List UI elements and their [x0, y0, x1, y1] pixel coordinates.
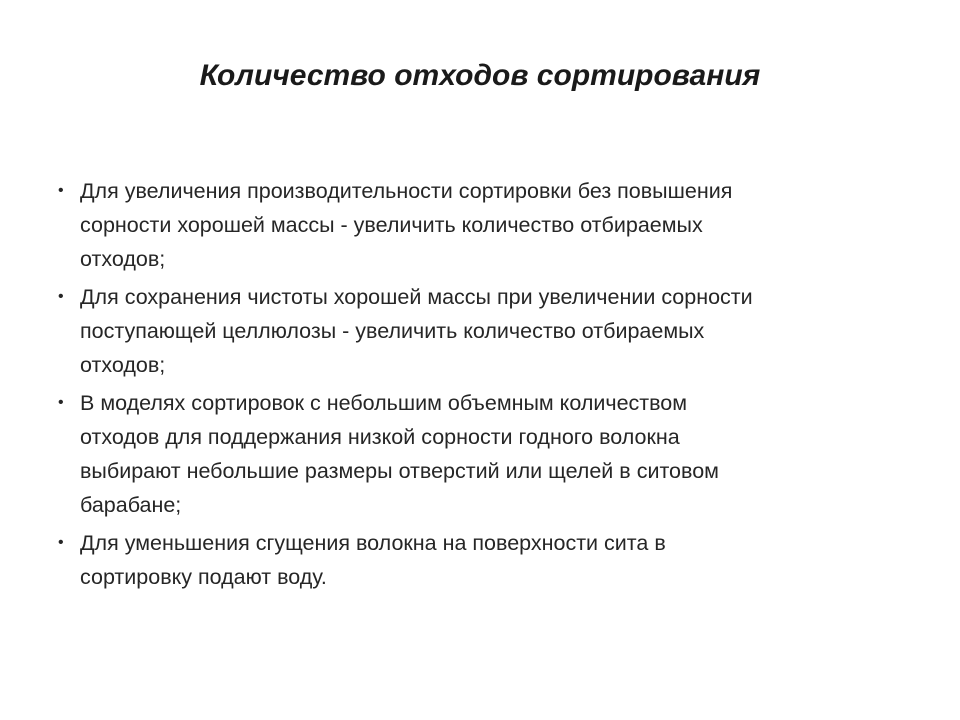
- list-item: [58, 174, 910, 276]
- list-item: [58, 526, 910, 594]
- list-item: [58, 386, 910, 522]
- bullet-list: [58, 174, 910, 598]
- bullet-text: Для уменьшения сгущения волокна на поверхности сита в сортировку подают воду.: [80, 531, 666, 589]
- slide-title: Количество отходов сортирования: [199, 59, 761, 92]
- bullet-text: В моделях сортировок с небольшим объемным количеством отходов для поддержания низкой сорности годного волокна выбирают небольшие размеры отверстий или щелей в ситовом барабане;: [80, 391, 719, 517]
- bullet-text: Для увеличения производительности сортировки без повышения сорности хорошей массы - увеличить количество отбираемых отходов;: [80, 179, 733, 271]
- list-item: [58, 280, 910, 382]
- bullet-icon: •: [58, 288, 64, 305]
- bullet-icon: •: [58, 534, 64, 551]
- bullet-icon: •: [58, 182, 64, 199]
- bullet-icon: •: [58, 394, 64, 411]
- bullet-text: Для сохранения чистоты хорошей массы при увеличении сорности поступающей целлюлозы - увеличить количество отбираемых отходов;: [80, 285, 753, 377]
